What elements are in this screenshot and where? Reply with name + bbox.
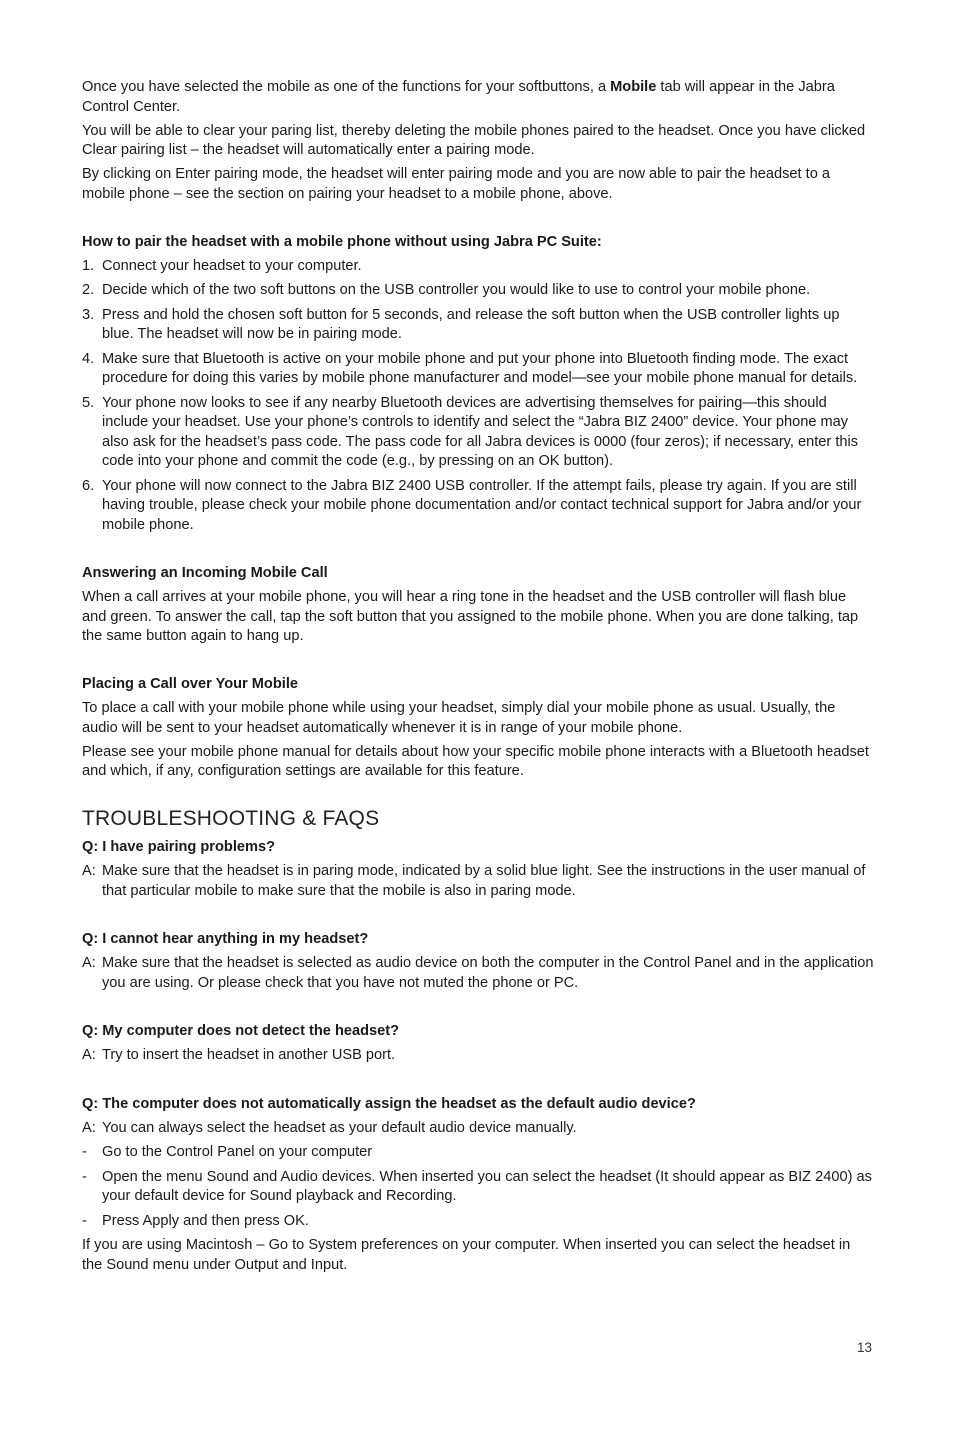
faq-answer-3: A: Try to insert the headset in another USB port. [82, 1047, 396, 1063]
faq-question-1: Q: I have pairing problems? [82, 839, 275, 855]
list-item: 3. Press and hold the chosen soft button for 5 seconds, and release the soft button when the USB controller lights up blue. The headset will now be in pairing mode. [82, 306, 840, 342]
list-item: 1. Connect your headset to your computer. [82, 257, 362, 274]
pairing-heading: How to pair the headset with a mobile phone without using Jabra PC Suite: [82, 233, 602, 250]
answering-paragraph: When a call arrives at your mobile phone, you will hear a ring tone in the headset and the USB controller will flash blue and green. To answer the call, tap the soft button that you assigned to the mobile phone. When you are done talking, tap the same button again to hang up. [82, 589, 859, 644]
faq-answer-1: A: Make sure that the headset is in paring mode, indicated by a solid blue light. See the instructions in the user manual of that particular mobile to make sure that the mobile is also in paring mode. [82, 863, 866, 899]
pairing-steps-list [82, 257, 874, 536]
intro-paragraph-2: You will be able to clear your paring list, thereby deleting the mobile phones paired to the headset. Once you have clicked Clear pairing list – the headset will automatically enter a pairing mode. [82, 122, 866, 158]
intro-paragraph-1: Once you have selected the mobile as one of the functions for your softbuttons, a Mobile tab will appear in the Jabra Control Center. [82, 79, 835, 115]
placing-paragraph-1: To place a call with your mobile phone while using your headset, simply dial your mobile phone as usual. Usually, the audio will be sent to your headset automatically whenever it is in range of your mobile phone. [82, 700, 836, 736]
intro-paragraph-3: By clicking on Enter pairing mode, the headset will enter pairing mode and you are now able to pair the headset to a mobile phone – see the section on pairing your headset to a mobile phone, above. [82, 166, 830, 202]
placing-paragraph-2: Please see your mobile phone manual for details about how your specific mobile phone interacts with a Bluetooth headset and which, if any, configuration settings are available for this feature. [82, 743, 869, 779]
faq-answer-2: A: Make sure that the headset is selected as audio device on both the computer in the Control Panel and in the application you are using. Or please check that you have not muted the phone or PC. [82, 955, 874, 991]
document-page [82, 78, 874, 1280]
list-item: - Go to the Control Panel on your computer [82, 1144, 373, 1160]
page-number: 13 [856, 1340, 872, 1355]
faq-answer-4: A: You can always select the headset as your default audio device manually. [82, 1119, 577, 1136]
faq-question-4: Q: The computer does not automatically assign the headset as the default audio device? [82, 1095, 696, 1112]
faq-question-3: Q: My computer does not detect the headset? [82, 1023, 400, 1039]
answering-heading: Answering an Incoming Mobile Call [82, 565, 328, 581]
faq-question-2: Q: I cannot hear anything in my headset? [82, 931, 369, 947]
list-item: - Open the menu Sound and Audio devices. When inserted you can select the headset (It should appear as BIZ 2400) as your default device for Sound playback and Recording. [82, 1168, 872, 1204]
mobile-tab-term: Mobile [610, 79, 657, 95]
list-item: 2. Decide which of the two soft buttons on the USB controller you would like to use to control your mobile phone. [82, 282, 811, 298]
list-item: 5. Your phone now looks to see if any nearby Bluetooth devices are advertising themselves for pairing—this should include your headset. Use your phone’s controls to identify and select the “Jabra BIZ 2400” device. Your phone may also ask for the headset’s pass code. The pass code for all Jabra devices is 0000 (four zeros); if necessary, enter this code into your phone and commit the code (e.g., by pressing on an OK button). [82, 394, 859, 469]
faq-section-title: TROUBLESHOOTING & FAQS [82, 807, 380, 830]
macintosh-paragraph: If you are using Macintosh – Go to System preferences on your computer. When inserted you can select the headset in the Sound menu under Output and Input. [82, 1237, 851, 1273]
list-item: 6. Your phone will now connect to the Jabra BIZ 2400 USB controller. If the attempt fails, please try again. If you are still having trouble, please check your mobile phone documentation and/or contact technical support for Jabra and/or your mobile phone. [82, 477, 862, 533]
placing-heading: Placing a Call over Your Mobile [82, 676, 298, 692]
list-item: - Press Apply and then press OK. [82, 1212, 309, 1229]
list-item: 4. Make sure that Bluetooth is active on your mobile phone and put your phone into Bluetooth finding mode. The exact procedure for doing this varies by mobile phone manufacturer and model—see your mobile phone manual for details. [82, 350, 858, 386]
